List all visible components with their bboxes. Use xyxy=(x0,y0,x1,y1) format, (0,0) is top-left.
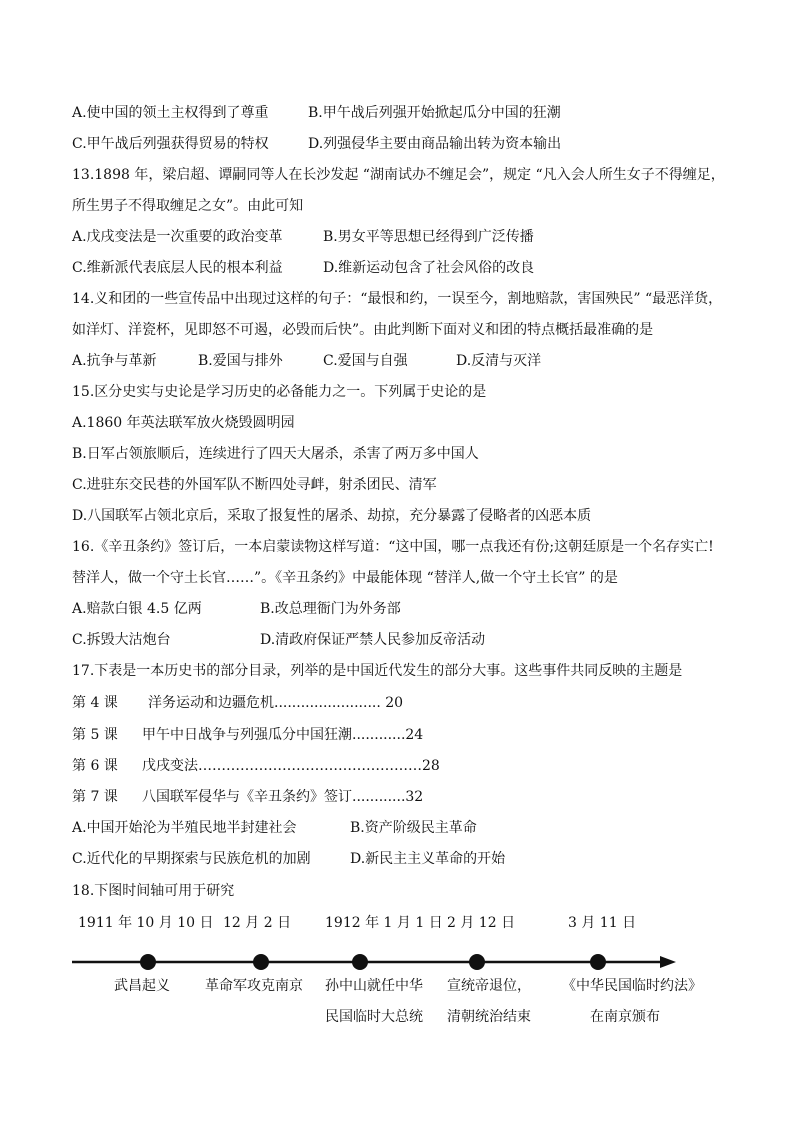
q17-option-c: C.近代化的早期探索与民族危机的加剧 xyxy=(72,851,311,867)
q14-option-d: D.反清与灭洋 xyxy=(456,353,542,369)
q16-option-d: D.清政府保证严禁人民参加反帝活动 xyxy=(260,632,486,648)
toc-lesson-title: 甲午中日战争与列强瓜分中国狂潮............24 xyxy=(142,727,424,743)
q13-option-a: A.戊戌变法是一次重要的政治变革 xyxy=(72,229,283,245)
timeline-date: 2 月 12 日 xyxy=(447,915,516,931)
toc-lesson-number: 第 5 课 xyxy=(72,727,118,743)
toc-lesson-title: 洋务运动和边疆危机........................ 20 xyxy=(148,695,404,711)
timeline-event-dot xyxy=(253,954,269,970)
toc-lesson-number: 第 4 课 xyxy=(72,695,118,711)
timeline-event-label: 《中华民国临时约法》 xyxy=(562,978,702,994)
q14-stem-line1: 14.义和团的一些宣传品中出现过这样的句子：“最恨和约，一误至今，割地赔款，害国殃民” “最恶洋货， xyxy=(72,291,723,307)
timeline-event-dot xyxy=(469,954,485,970)
q14-option-b: B.爱国与排外 xyxy=(198,353,283,369)
timeline-event-label: 孙中山就任中华 xyxy=(325,978,423,994)
toc-lesson-number: 第 6 课 xyxy=(72,758,118,774)
q14-stem-line2: 如洋灯、洋瓷杯，见即怒不可遏，必毁而后快”。由此判断下面对义和团的特点概括最准确的是 xyxy=(72,322,654,338)
timeline-event-dot xyxy=(590,954,606,970)
toc-lesson-title: 八国联军侵华与《辛丑条约》签订............32 xyxy=(142,789,424,805)
timeline-date: 1912 年 1 月 1 日 xyxy=(325,915,443,931)
q18-stem: 18.下图时间轴可用于研究 xyxy=(72,883,235,899)
q13-option-d: D.维新运动包含了社会风俗的改良 xyxy=(323,260,535,276)
q16-option-c: C.拆毁大沽炮台 xyxy=(72,632,171,648)
q14-option-c: C.爱国与自强 xyxy=(323,353,408,369)
q17-option-b: B.资产阶级民主革命 xyxy=(350,820,477,836)
timeline-event-label-line2: 清朝统治结束 xyxy=(447,1009,531,1025)
toc-lesson-number: 第 7 课 xyxy=(72,789,118,805)
q12-option-b: B.甲午战后列强开始掀起瓜分中国的狂潮 xyxy=(308,105,561,121)
timeline-event-label-line2: 民国临时大总统 xyxy=(325,1009,423,1025)
timeline-event-dot xyxy=(352,954,368,970)
q12-option-d: D.列强侵华主要由商品输出转为资本输出 xyxy=(308,136,562,152)
q12-option-a: A.使中国的领土主权得到了尊重 xyxy=(72,105,269,121)
timeline-arrowhead xyxy=(660,956,676,968)
toc-lesson-title: 戊戌变法…………………………………………28 xyxy=(142,758,440,774)
q15-option-a: A.1860 年英法联军放火烧毁圆明园 xyxy=(72,415,295,431)
timeline-date: 1911 年 10 月 10 日 xyxy=(78,915,214,931)
q16-option-a: A.赔款白银 4.5 亿两 xyxy=(72,601,202,617)
q16-stem-line2: 替洋人，做一个守土长官……”。《辛丑条约》中最能体现 “替洋人,做一个守土长官” 的是 xyxy=(72,570,618,586)
q13-stem-line1: 13.1898 年，梁启超、谭嗣同等人在长沙发起 “湖南试办不缠足会”，规定 “凡入会人所生女子不得缠足， xyxy=(72,167,725,183)
q15-option-d: D.八国联军占领北京后，采取了报复性的屠杀、劫掠，充分暴露了侵略者的凶恶本质 xyxy=(72,508,592,524)
q12-option-c: C.甲午战后列强获得贸易的特权 xyxy=(72,136,269,152)
q15-option-c: C.进驻东交民巷的外国军队不断四处寻衅，射杀团民、清军 xyxy=(72,477,437,493)
q17-option-a: A.中国开始沦为半殖民地半封建社会 xyxy=(72,820,297,836)
q13-option-b: B.男女平等思想已经得到广泛传播 xyxy=(323,229,534,245)
timeline-date: 12 月 2 日 xyxy=(223,915,292,931)
q16-option-b: B.改总理衙门为外务部 xyxy=(260,601,401,617)
q14-option-a: A.抗争与革新 xyxy=(72,353,157,369)
timeline-event-label: 武昌起义 xyxy=(114,978,170,994)
q13-stem-line2: 所生男子不得取缠足之女”。由此可知 xyxy=(72,198,304,214)
q15-stem: 15.区分史实与史论是学习历史的必备能力之一。下列属于史论的是 xyxy=(72,384,487,400)
q17-stem: 17.下表是一本历史书的部分目录，列举的是中国近代发生的部分大事。这些事件共同反映的主题是 xyxy=(72,663,683,679)
timeline-event-label: 革命军攻克南京 xyxy=(205,978,303,994)
q15-option-b: B.日军占领旅顺后，连续进行了四天大屠杀，杀害了两万多中国人 xyxy=(72,446,479,462)
q17-option-d: D.新民主主义革命的开始 xyxy=(350,851,506,867)
q13-option-c: C.维新派代表底层人民的根本利益 xyxy=(72,260,283,276)
timeline-date: 3 月 11 日 xyxy=(568,915,637,931)
timeline-event-label-line2: 在南京颁布 xyxy=(590,1009,660,1025)
q16-stem-line1: 16.《辛丑条约》签订后，一本启蒙读物这样写道：“这中国，哪一点我还有份;这朝廷原是一个名存实亡! xyxy=(72,539,714,555)
timeline-event-dot xyxy=(140,954,156,970)
timeline-event-label: 宣统帝退位， xyxy=(447,978,531,994)
